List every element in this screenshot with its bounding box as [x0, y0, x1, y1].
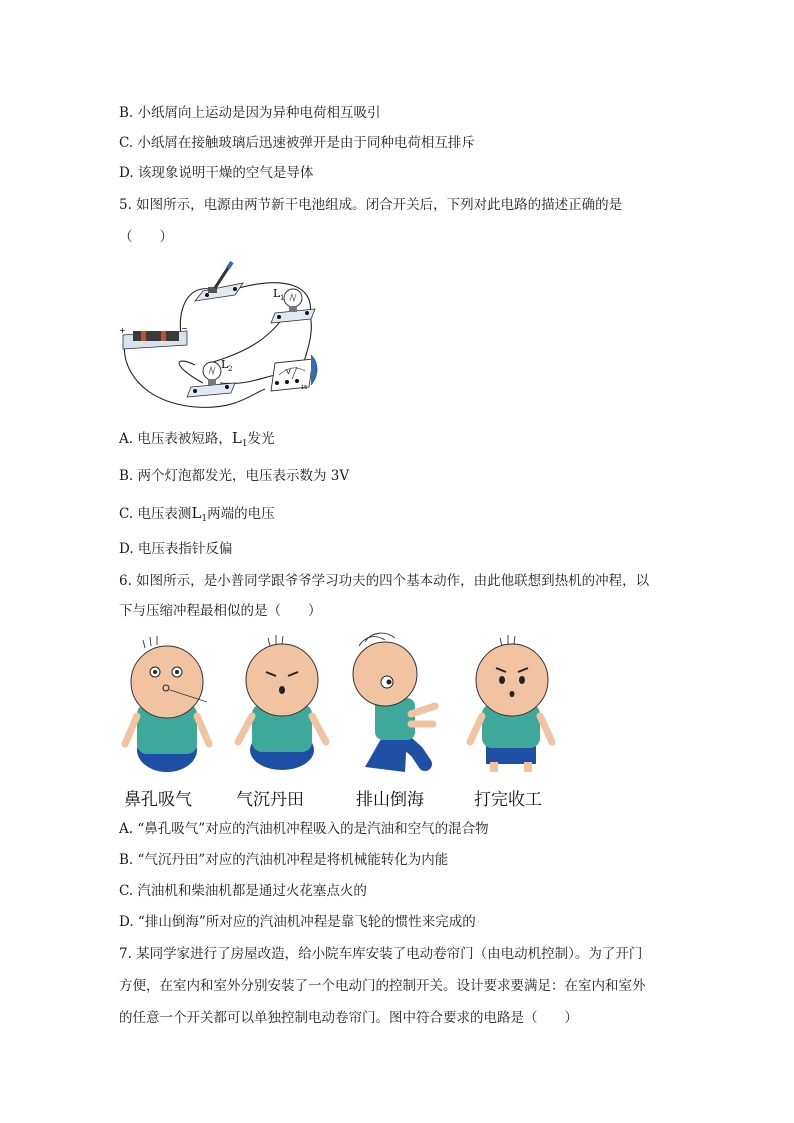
- figure-qi-sink-icon: [238, 635, 326, 770]
- figure-finish-icon: [470, 635, 552, 772]
- q7-line1: 7. 某同学家进行了房屋改造，给小院车库安装了电动卷帘门（由电动机控制）。为了开门: [119, 946, 643, 962]
- q5-option-c: C. 电压表测$L_1$两端的电压: [119, 504, 275, 524]
- q6-option-b: B. “气沉丹田”对应的汽油机冲程是将机械能转化为内能: [119, 852, 449, 868]
- voltmeter-icon: [271, 355, 317, 391]
- q5-answer-blank: （ ）: [119, 229, 173, 245]
- q6-stem-line1: 6. 如图所示，是小普同学跟爷爷学习功夫的四个基本动作，由此他联想到热机的冲程，以: [119, 573, 650, 589]
- q7-line3: 的任意一个开关都可以单独控制电动卷帘门。图中符合要求的电路是（ ）: [119, 1010, 578, 1026]
- q5-option-a: A. 电压表被短路，$L_1$发光: [119, 429, 275, 449]
- label-l1: L: [273, 287, 281, 300]
- label-l2: L: [221, 358, 229, 371]
- battery-minus-label: −: [181, 324, 188, 333]
- q6-option-c: C. 汽油机和柴油机都是通过火花塞点火的: [119, 883, 367, 899]
- q7-line2: 方便，在室内和室外分别安装了一个电动门的控制开关。设计要求要满足：在室内和室外: [119, 978, 646, 994]
- q6-option-d: D. “排山倒海”所对应的汽油机冲程是靠飞轮的惯性来完成的: [119, 914, 476, 930]
- q4-option-c: C. 小纸屑在接触玻璃后迅速被弹开是由于同种电荷相互排斥: [119, 135, 475, 151]
- voltmeter-v-label: V: [286, 368, 291, 376]
- switch-icon: [195, 262, 243, 301]
- battery-plus-label: +: [119, 326, 126, 335]
- kungfu-figures: [115, 632, 575, 782]
- caption-breathe-in: 鼻孔吸气: [124, 790, 192, 810]
- caption-finish: 打完收工: [474, 790, 542, 810]
- q4-option-d: D. 该现象说明干燥的空气是导体: [119, 165, 314, 181]
- voltmeter-15-label: 15: [301, 385, 308, 391]
- battery-icon: [119, 324, 188, 349]
- caption-push: 排山倒海: [356, 790, 424, 810]
- q6-option-a: A. “鼻孔吸气”对应的汽油机冲程吸入的是汽油和空气的混合物: [119, 821, 489, 837]
- q4-option-b: B. 小纸屑向上运动是因为异种电荷相互吸引: [119, 105, 381, 121]
- figure-breathe-in-icon: [125, 636, 209, 772]
- q6-stem-line2: 下与压缩冲程最相似的是（ ）: [119, 603, 322, 619]
- circuit-diagram: [115, 255, 325, 415]
- q5-stem: 5. 如图所示，电源由两节新干电池组成。闭合开关后，下列对此电路的描述正确的是: [119, 197, 623, 213]
- caption-qi-sink: 气沉丹田: [236, 790, 304, 810]
- figure-push-icon: [353, 633, 435, 772]
- label-l2-sub: 2: [228, 365, 233, 373]
- label-l1-sub: 1: [280, 294, 285, 302]
- q5-option-b: B. 两个灯泡都发光，电压表示数为 3V: [119, 468, 350, 484]
- q5-option-d: D. 电压表指针反偏: [119, 541, 233, 557]
- bulb-l1-icon: [271, 287, 315, 323]
